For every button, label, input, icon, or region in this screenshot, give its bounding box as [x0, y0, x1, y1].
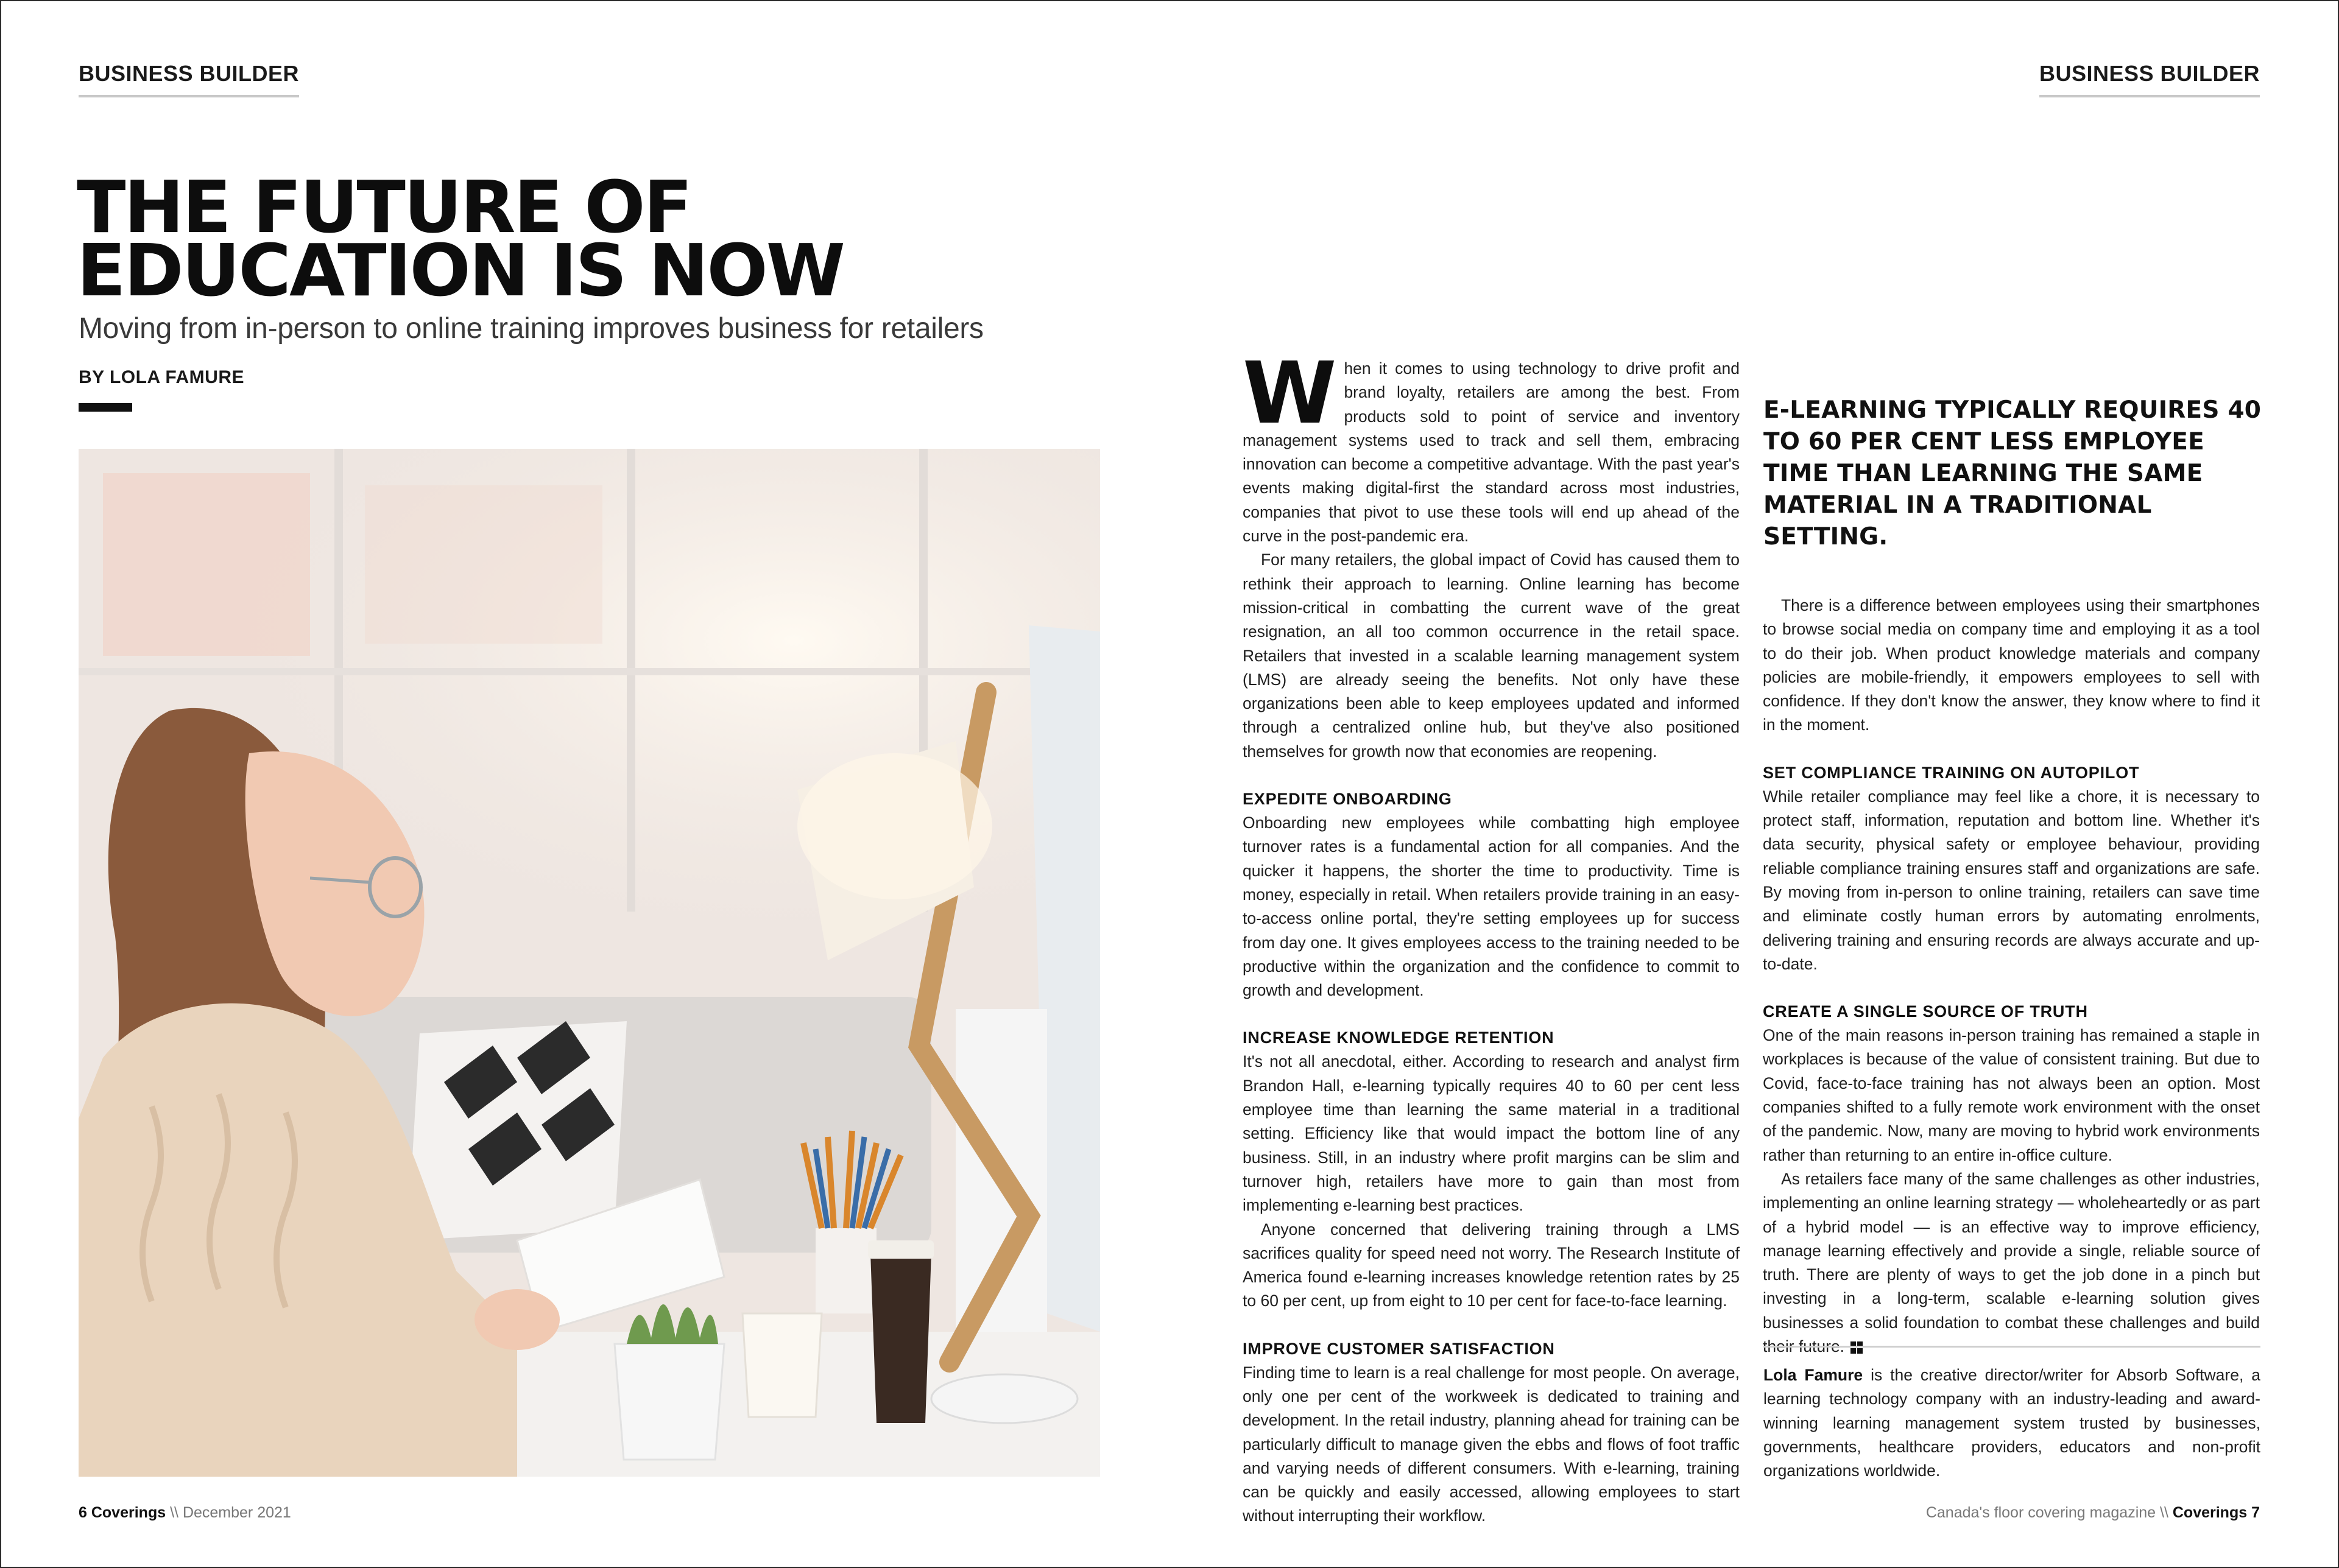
headline-line-2: EDUCATION IS NOW — [77, 228, 844, 312]
author-bio-text: is the creative director/writer for Absorb Software, a learning technology company with an industry-leading and award-winning learning management system trusted by businesses, governments, healthcare providers, educators and non-profit organizations worldwide. — [1763, 1366, 2260, 1480]
headline-line-1: THE FUTURE OF — [77, 165, 691, 249]
paragraph: Finding time to learn is a real challenge for most people. On average, only one per cent of the workweek is dedicated to training and development. In the retail industry, planning ahead for training can be particularly difficult to manage given the ebbs and flows of foot traffic and varying needs of different consumers. With e-learning, training can be quickly and easily accessed, allowing employees to start without interrupting their workflow. — [1243, 1363, 1740, 1525]
author-name: Lola Famure — [1763, 1366, 1863, 1384]
byline-rule — [79, 403, 132, 412]
magazine-name: Coverings — [91, 1504, 166, 1521]
paragraph: For many retailers, the global impact of Covid has caused them to rethink their approach to learning. Online learning has become mission-critical in combatting the current wave of the great resignation, an all too common occurrence in the retail space. Retailers that invested in a scalable learning management system (LMS) are already seeing the benefits. Not only have these organizations been able to keep employees updated and informed through a centralized online hub, but they've also positioned themselves for growth now that economies are reopening. — [1243, 550, 1740, 761]
section-label: BUSINESS BUILDER — [79, 61, 299, 97]
subhead: Moving from in-person to online training improves business for retailers — [79, 312, 984, 345]
right-page — [1170, 0, 2339, 1568]
issue-date: December 2021 — [182, 1504, 291, 1521]
footer-separator: \\ — [2160, 1504, 2168, 1521]
magazine-name: Coverings — [2172, 1504, 2248, 1521]
article-photo — [79, 449, 1100, 1477]
paragraph: There is a difference between employees using their smartphones to browse social media on company time and employing it as a tool to do their job. When product knowledge materials and company policies are mobile-friendly, it empowers employees to sell with confidence. If they don't know the answer, they know where to find it in the moment. — [1763, 596, 2260, 734]
byline: BY LOLA FAMURE — [79, 367, 245, 387]
footer-separator: \\ — [170, 1504, 178, 1521]
paragraph: As retailers face many of the same challenges as other industries, implementing an online learning strategy — wholeheartedly or as part of a hybrid model — is an effective way to improve efficiency, manage learning effectively and provide a single, reliable source of truth. There are plenty of ways to get the job done in a pinch but investing in a long-term, scalable e-learning solution gives businesses a solid foundation to combat these challenges and build their future. — [1763, 1169, 2260, 1356]
pull-quote: E-LEARNING TYPICALLY REQUIRES 40 TO 60 PER CENT LESS EMPLOYEE TIME THAN LEARNING THE SAME MATERIAL IN A TRADITIONAL SETTING. — [1763, 396, 2262, 550]
drop-cap: W — [1243, 344, 1337, 443]
paragraph: One of the main reasons in-person training has remained a staple in workplaces is because of the value of consistent training. But due to Covid, face-to-face training has not always been an option. Most companies shifted to a fully remote work environment with the onset of the pandemic. Now, many are moving to hybrid work environments rather than returning to an entire in-office culture. — [1763, 1026, 2260, 1164]
author-bio — [1763, 1346, 2260, 1483]
section-heading: SET COMPLIANCE TRAINING ON AUTOPILOT — [1763, 763, 2140, 782]
magazine-tagline: Canada's floor covering magazine — [1925, 1504, 2156, 1521]
section-heading: IMPROVE CUSTOMER SATISFACTION — [1243, 1339, 1555, 1358]
section-heading: CREATE A SINGLE SOURCE OF TRUTH — [1763, 1002, 2088, 1021]
article-column-2 — [1763, 594, 2260, 1359]
paragraph: Onboarding new employees while combatting high employee turnover rates is a fundamental action for all companies. And the quicker it happens, the shorter the time to productivity. Time is money, especially in retail. When retailers provide training in an easy-to-access online portal, they're setting employees up for success from day one. It gives employees access to the training needed to be productive within the organization and the confidence to commit to growth and development. — [1243, 814, 1740, 1000]
section-heading: EXPEDITE ONBOARDING — [1243, 790, 1452, 809]
paragraph: It's not all anecdotal, either. According to research and analyst firm Brandon Hall, e-learning typically requires 40 to 60 per cent less employee time than learning the same material in a traditional setting. Efficiency like that would impact the bottom line of any business. Still, in an industry where profit margins can be slim and turnover high, retailers have more to gain than most from implementing e-learning best practices. — [1243, 1052, 1740, 1215]
article-column-1 — [1243, 344, 1740, 1528]
page-number: 6 — [79, 1504, 87, 1521]
section-label: BUSINESS BUILDER — [2039, 61, 2260, 97]
intro-paragraph: When it comes to using technology to drive profit and brand loyalty, retailers are among the best. From products sold to point of service and inventory management systems used to track and sell them, embracing innovation can become a competitive advantage. With the past year's events making digital-first the standard across most industries, companies that pivot to use these tools will end up ahead of the curve in the post-pandemic era. — [1243, 344, 1740, 546]
section-heading: INCREASE KNOWLEDGE RETENTION — [1243, 1028, 1554, 1047]
paragraph: Anyone concerned that delivering training through a LMS sacrifices quality for speed need not worry. The Research Institute of America found e-learning increases knowledge retention rates by 25 to 60 per cent, up from eight to 10 per cent for face-to-face learning. — [1243, 1220, 1740, 1310]
headline — [77, 165, 1051, 312]
right-footer — [1926, 1504, 2260, 1522]
page-number: 7 — [2251, 1504, 2260, 1521]
left-footer — [79, 1504, 291, 1522]
paragraph: While retailer compliance may feel like a chore, it is necessary to protect staff, information, reputation and bottom line. Whether it's data security, physical safety or employee behaviour, providing reliable compliance training ensures staff and organizations are safe. By moving from in-person to online training, retailers can save time and eliminate costly human errors by automating enrolments, delivering training and ensuring records are always accurate and up-to-date. — [1763, 787, 2260, 973]
woman-at-desk-photo-icon — [79, 449, 1100, 1477]
